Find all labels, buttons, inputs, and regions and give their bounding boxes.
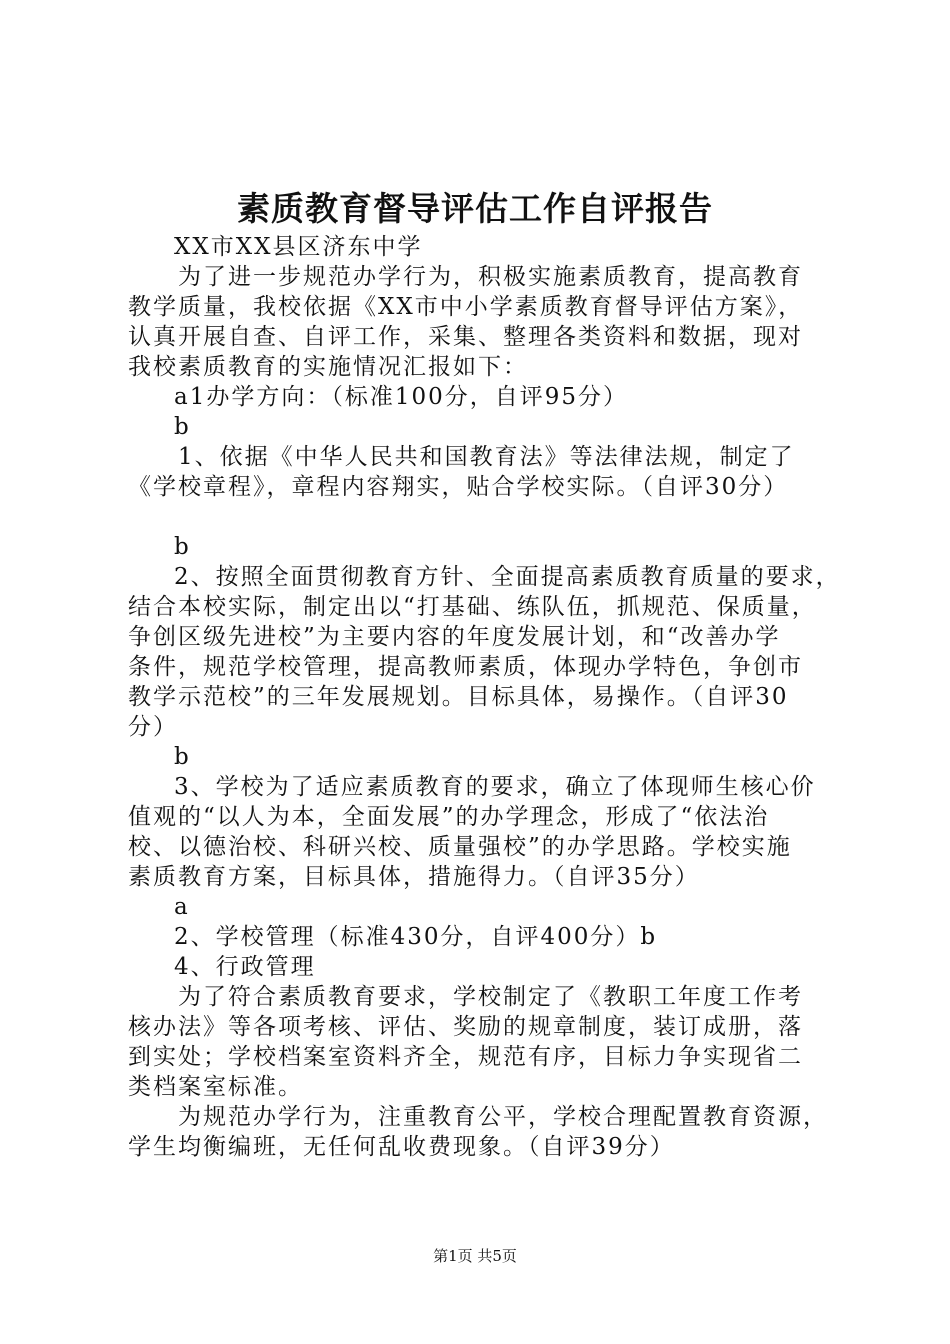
item-paragraph-line: 条件，规范学校管理，提高教师素质，体现办学特色，争创市 (128, 654, 803, 680)
item-paragraph-line: 校、以德治校、科研兴校、质量强校”的办学思路。学校实施 (128, 834, 792, 860)
section-heading: a1办学方向：（标准100分，自评95分） (174, 384, 629, 410)
item-paragraph-line: 为了符合素质教育要求，学校制定了《教职工年度工作考 (178, 984, 803, 1010)
item-paragraph-line: 1、依据《中华人民共和国教育法》等法律法规，制定了 (178, 444, 795, 470)
subsection-heading: 4、行政管理 (174, 954, 316, 980)
item-paragraph-line: 核办法》等各项考核、评估、奖励的规章制度，装订成册，落 (128, 1014, 803, 1040)
item-paragraph-line: 学生均衡编班，无任何乱收费现象。（自评39分） (128, 1134, 675, 1160)
item-paragraph-line: 值观的“以人为本，全面发展”的办学理念，形成了“依法治 (128, 804, 770, 830)
item-paragraph-line: 为规范办学行为，注重教育公平，学校合理配置教育资源， (178, 1104, 828, 1130)
intro-paragraph-line: 为了进一步规范办学行为，积极实施素质教育，提高教育 (178, 264, 803, 290)
document-title: 素质教育督导评估工作自评报告 (237, 189, 713, 228)
item-paragraph-line: 素质教育方案，目标具体，措施得力。（自评35分） (128, 864, 700, 890)
school-name-line: XX市XX县区济东中学 (174, 234, 423, 260)
marker-line: a (174, 894, 190, 920)
item-paragraph-line: 《学校章程》，章程内容翔实，贴合学校实际。（自评30分） (128, 474, 789, 500)
item-paragraph-line: 3、学校为了适应素质教育的要求，确立了体现师生核心价 (174, 774, 816, 800)
document-body (128, 232, 841, 1162)
section-heading: 2、学校管理（标准430分，自评400分）b (174, 924, 658, 950)
item-paragraph-line: 争创区级先进校”为主要内容的年度发展计划，和“改善办学 (128, 624, 781, 650)
paragraph-gap (128, 502, 828, 532)
intro-paragraph-line: 教学质量，我校依据《XX市中小学素质教育督导评估方案》， (128, 294, 804, 320)
item-paragraph-line: 教学示范校”的三年发展规划。目标具体，易操作。（自评30 (128, 684, 789, 710)
intro-paragraph-line: 认真开展自查、自评工作，采集、整理各类资料和数据，现对 (128, 324, 803, 350)
page-footer: 第1页 共5页 (433, 1247, 517, 1265)
item-paragraph-line: 2、按照全面贯彻教育方针、全面提高素质教育质量的要求， (174, 564, 841, 590)
item-paragraph-line: 分） (128, 714, 178, 740)
marker-line: b (174, 414, 191, 440)
marker-line: b (174, 534, 191, 560)
item-paragraph-line: 到实处；学校档案室资料齐全，规范有序，目标力争实现省二 (128, 1044, 803, 1070)
item-paragraph-line: 结合本校实际，制定出以“打基础、练队伍，抓规范、保质量， (128, 594, 817, 620)
marker-line: b (174, 744, 191, 770)
intro-paragraph-line: 我校素质教育的实施情况汇报如下： (128, 354, 528, 380)
item-paragraph-line: 类档案室标准。 (128, 1074, 303, 1100)
